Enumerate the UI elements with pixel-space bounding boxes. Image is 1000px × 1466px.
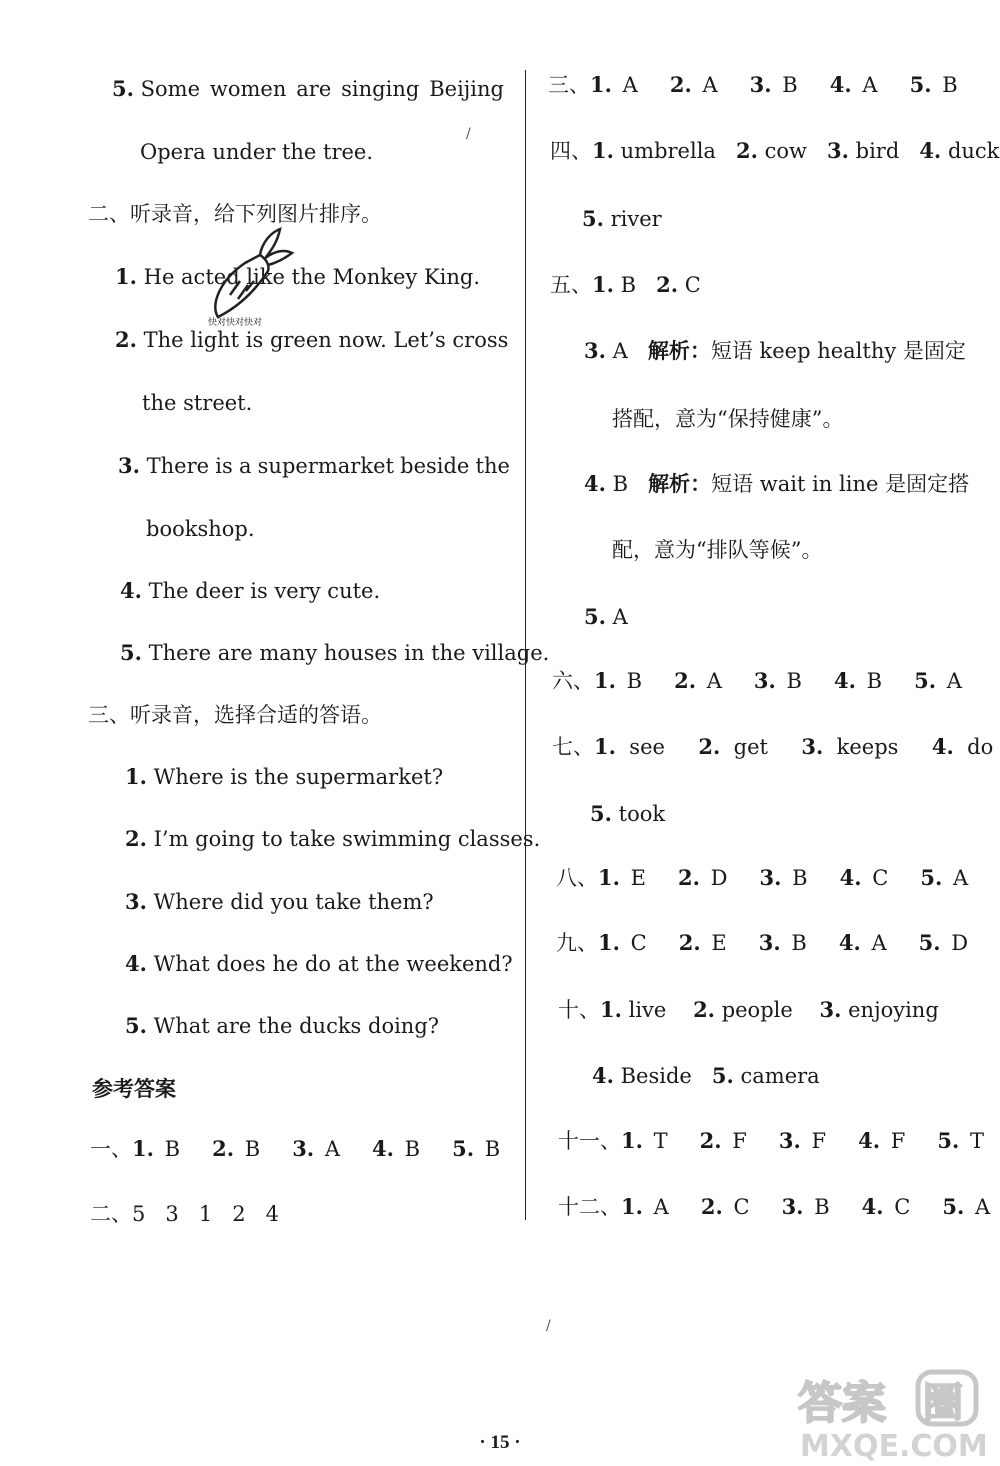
answer-value: F [811, 1129, 827, 1153]
item-number: 2. [125, 826, 147, 851]
right-row-10 [558, 995, 939, 1025]
answer-value: A [612, 605, 628, 629]
row-label: 二、 [90, 1202, 132, 1226]
item-number: 4. [125, 951, 147, 976]
watermark-logo-icon [790, 1368, 995, 1463]
answer-value: get [733, 735, 768, 759]
item-text: Where is the supermarket? [153, 765, 444, 789]
answer-value: D [710, 866, 728, 890]
row-label: 四、 [550, 139, 592, 163]
answer-number: 2. [693, 997, 715, 1022]
answer-number: 3. [758, 930, 781, 955]
word: a [238, 454, 252, 478]
answer-value: B [866, 669, 883, 693]
answer-value: B [814, 1195, 830, 1219]
answer-value: B [792, 866, 808, 890]
s1-item5-line2: Opera under the tree. [140, 140, 374, 164]
answer-value: keeps [836, 735, 899, 759]
item-text: I’m going to take swimming classes. [153, 827, 541, 851]
answer-value: umbrella [620, 139, 716, 163]
answer-number: 4. [931, 734, 954, 759]
answer-number: 5. [452, 1136, 475, 1161]
answer-value: enjoying [848, 998, 939, 1022]
answer-value: B [791, 931, 807, 955]
answer-number: 1. [598, 865, 620, 890]
analysis-tag: 解析： [648, 471, 712, 496]
right-row-4-cont [582, 204, 662, 234]
answer-number: 1. [621, 1194, 643, 1219]
answer-number: 5. [711, 1063, 734, 1088]
row-label: 十、 [558, 998, 600, 1022]
answer-value: A [952, 866, 969, 890]
section-3-heading: 三、听录音，选择合适的答语。 [88, 703, 382, 727]
sec3-item-4 [125, 949, 513, 979]
right-row-10-cont [592, 1061, 820, 1091]
answer-value: F [732, 1129, 747, 1153]
sec3-item-5 [125, 1011, 439, 1041]
right-row-5-item4-cont: 配，意为“排队等候”。 [612, 538, 823, 562]
answer-value: duck [947, 139, 1000, 163]
answer-number: 4. [839, 865, 862, 890]
row-label: 七、 [552, 735, 594, 759]
svg-text:答案: 答案 [798, 1378, 886, 1429]
right-row-4 [550, 136, 999, 166]
sec3-item-3 [125, 887, 434, 917]
item-text: What are the ducks doing? [153, 1014, 440, 1038]
row-label: 三、 [548, 73, 590, 97]
answer-value: B [484, 1137, 501, 1161]
answer-row-2 [90, 1199, 279, 1229]
sec2-item-2-cont: the street. [142, 391, 253, 415]
row-label: 九、 [556, 931, 598, 955]
analysis-text: 短语 keep healthy 是固定 [710, 339, 966, 363]
answer-number: 1. [594, 668, 616, 693]
answer-number: 4. [919, 138, 942, 163]
answer-value: Beside [620, 1064, 692, 1088]
answer-value: B [164, 1137, 181, 1161]
sec2-item-5 [120, 638, 549, 668]
right-row-5 [550, 270, 701, 300]
answer-value: E [711, 931, 727, 955]
answer-number: 4. [838, 930, 861, 955]
sec2-item-2 [115, 325, 508, 355]
answer-number: 5. [582, 206, 604, 231]
answer-value: A [975, 1195, 991, 1219]
answer-number: 5. [918, 930, 941, 955]
carrot-stamp-icon [200, 225, 295, 325]
word: women [209, 77, 287, 101]
item-text: Where did you take them? [153, 890, 434, 914]
answer-number: 3. [819, 997, 842, 1022]
answer-number: 4. [858, 1128, 881, 1153]
answer-value: A [653, 1195, 669, 1219]
answer-number: 5. [590, 801, 612, 826]
item-text: What does he do at the weekend? [153, 952, 513, 976]
right-row-5-item5 [584, 602, 628, 632]
answer-value: B [942, 73, 958, 97]
answer-value: river [610, 207, 662, 231]
answer-number: 2. [700, 1194, 723, 1219]
answer-value: A [702, 73, 718, 97]
answer-number: 5. [942, 1194, 965, 1219]
answer-number: 3. [759, 865, 782, 890]
word: are [296, 77, 332, 101]
answer-number: 3. [778, 1128, 801, 1153]
answer-number: 1. [590, 72, 612, 97]
answer-value: C [630, 931, 647, 955]
word: Some [140, 77, 200, 101]
stray-mark: / [546, 1318, 551, 1334]
right-row-5-item4 [584, 469, 969, 499]
sec2-item-1 [115, 262, 480, 292]
word: supermarket [257, 454, 394, 478]
sec3-item-2 [125, 824, 540, 854]
answer-value: A [612, 339, 628, 363]
answer-value: C [684, 273, 701, 297]
item-number: 5. [125, 1013, 147, 1038]
row-label: 五、 [550, 273, 592, 297]
answer-value: see [629, 735, 665, 759]
answer-row-1 [90, 1134, 500, 1164]
svg-text:圈: 圈 [923, 1380, 963, 1426]
answer-value: C [872, 866, 889, 890]
right-row-5-item3 [584, 336, 966, 366]
sec2-item-4 [120, 576, 380, 606]
answer-number: 3. [292, 1136, 315, 1161]
right-row-9 [556, 928, 968, 958]
sequence-value: 1 [198, 1202, 213, 1226]
answer-value: B [404, 1137, 421, 1161]
answer-value: B [244, 1137, 261, 1161]
answer-number: 1. [132, 1136, 154, 1161]
item-number: 5. [120, 640, 142, 665]
item-number: 3. [125, 889, 147, 914]
answer-number: 2. [212, 1136, 235, 1161]
answer-value: F [890, 1129, 906, 1153]
answer-number: 2. [656, 272, 679, 297]
answer-number: 1. [598, 930, 620, 955]
right-row-7-cont [590, 799, 665, 829]
answer-number: 3. [753, 668, 776, 693]
right-row-12 [558, 1192, 990, 1222]
answer-number: 2. [699, 1128, 722, 1153]
word: Beijing [429, 77, 504, 101]
sec2-item-3-cont: bookshop. [146, 517, 255, 541]
right-row-7 [552, 732, 993, 762]
answer-value: D [951, 931, 969, 955]
answer-value: camera [740, 1064, 820, 1088]
right-row-6 [552, 666, 962, 696]
answer-value: people [721, 998, 793, 1022]
answer-value: do [967, 735, 994, 759]
answer-value: B [626, 669, 643, 693]
answer-value: A [871, 931, 887, 955]
answer-value: T [653, 1129, 668, 1153]
stray-mark: / [466, 126, 471, 142]
sequence-value: 3 [165, 1202, 179, 1226]
answer-number: 1. [621, 1128, 643, 1153]
section-2-heading: 二、听录音，给下列图片排序。 [88, 202, 382, 226]
word: singing [341, 77, 420, 101]
sequence-value: 2 [232, 1202, 246, 1226]
answer-number: 3. [781, 1194, 804, 1219]
sequence-value: 5 [132, 1202, 146, 1226]
stamp-text: 快对快对快对 [208, 318, 263, 328]
answer-value: A [622, 73, 638, 97]
answer-value: C [733, 1195, 750, 1219]
answer-number: 5. [914, 668, 937, 693]
row-label: 六、 [552, 669, 594, 693]
answer-number: 5. [937, 1128, 960, 1153]
item-number: 4. [120, 578, 142, 603]
sequence-value: 4 [265, 1202, 279, 1226]
sec3-item-1 [125, 762, 443, 792]
right-row-8 [556, 863, 968, 893]
answer-number: 1. [592, 138, 614, 163]
answer-number: 4. [861, 1194, 884, 1219]
answer-number: 1. [594, 734, 616, 759]
answer-value: A [862, 73, 878, 97]
page-number: · 15 · [479, 1432, 521, 1453]
analysis-tag: 解析： [647, 338, 711, 363]
word: beside [400, 454, 470, 478]
column-divider [525, 70, 526, 1220]
answer-number: 3. [584, 338, 606, 363]
answer-value: B [786, 669, 802, 693]
answer-number: 5. [584, 604, 606, 629]
row-label: 一、 [90, 1137, 132, 1161]
row-label: 八、 [556, 866, 598, 890]
answer-number: 2. [735, 138, 758, 163]
item-number: 5. [112, 76, 134, 101]
answer-value: A [324, 1137, 340, 1161]
item-number: 3. [118, 453, 140, 478]
answer-value: E [630, 866, 646, 890]
answer-number: 3. [801, 734, 824, 759]
s1-item5-line1 [112, 74, 504, 104]
svg-text:MXQE.COM: MXQE.COM [800, 1429, 988, 1463]
item-text: He acted like the Monkey King. [143, 265, 481, 289]
answer-number: 2. [678, 865, 700, 890]
sec2-item-3 [118, 451, 510, 481]
word: is [215, 454, 233, 478]
answer-number: 1. [592, 272, 614, 297]
answer-value: cow [764, 139, 807, 163]
answer-number: 3. [749, 72, 772, 97]
answer-number: 1. [600, 997, 622, 1022]
answer-number: 2. [678, 930, 701, 955]
right-row-3 [548, 70, 958, 100]
answer-number: 5. [909, 72, 932, 97]
answer-number: 2. [669, 72, 692, 97]
answer-value: B [612, 472, 629, 496]
answer-value: B [782, 73, 798, 97]
item-number: 1. [115, 264, 137, 289]
answer-value: B [620, 273, 637, 297]
answer-value: live [628, 998, 667, 1022]
answer-number: 2. [698, 734, 721, 759]
answer-number: 4. [592, 1063, 614, 1088]
answer-value: A [946, 669, 962, 693]
word: There [146, 454, 210, 478]
item-text: The deer is very cute. [148, 579, 381, 603]
answer-number: 3. [827, 138, 849, 163]
answer-number: 4. [834, 668, 856, 693]
answer-number: 4. [829, 72, 852, 97]
item-text: There are many houses in the village. [148, 641, 550, 665]
answer-number: 4. [584, 471, 606, 496]
answers-heading: 参考答案 [92, 1076, 176, 1101]
answer-number: 4. [372, 1136, 394, 1161]
answer-number: 5. [920, 865, 943, 890]
answer-value: bird [855, 139, 900, 163]
right-row-11 [558, 1126, 984, 1156]
row-label: 十一、 [558, 1129, 621, 1153]
answer-value: A [706, 669, 722, 693]
answer-value: C [894, 1195, 911, 1219]
answer-number: 2. [674, 668, 697, 693]
right-row-5-item3-cont: 搭配，意为“保持健康”。 [612, 407, 844, 431]
answer-value: took [618, 802, 666, 826]
row-label: 十二、 [558, 1195, 621, 1219]
item-number: 2. [115, 327, 137, 352]
item-number: 1. [125, 764, 147, 789]
answer-value: T [970, 1129, 985, 1153]
word: the [475, 454, 510, 478]
item-text: The light is green now. Let’s cross [143, 328, 509, 352]
analysis-text: 短语 wait in line 是固定搭 [711, 472, 970, 496]
